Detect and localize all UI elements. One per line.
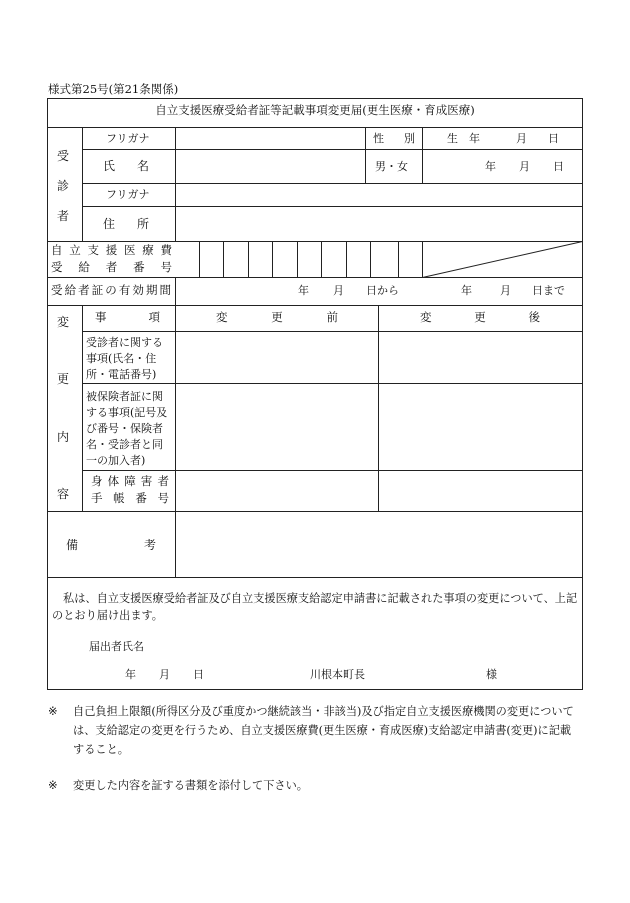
- furigana-input-area[interactable]: [176, 128, 365, 149]
- validity-label: 受 給 者 証 の 有 効 期 間: [51, 283, 171, 297]
- gender-options[interactable]: 男・女: [375, 160, 408, 173]
- birth-day-label-2: 日: [553, 160, 564, 173]
- validity-to-month: 月: [500, 284, 511, 297]
- note-2: 変更した内容を証する書類を添付して下さい。: [73, 779, 308, 792]
- validity-from-year: 年: [298, 284, 309, 297]
- decl-month: 月: [159, 668, 170, 681]
- recipient-number-label-line2: 受 給 者 番 号: [51, 260, 172, 274]
- validity-from-suffix: 日から: [366, 284, 399, 297]
- recipient-number-label-line1: 自 立 支 援 医 療 費: [51, 243, 172, 257]
- furigana-label-2: フリガナ: [106, 188, 150, 201]
- decl-day: 日: [193, 668, 204, 681]
- address-label: 住 所: [103, 217, 149, 231]
- change-after-insurance[interactable]: [379, 384, 582, 470]
- birth-day-label: 日: [548, 132, 559, 145]
- form-title: 自立支援医療受給者証等記載事項変更届(更生医療・育成医療): [155, 103, 475, 117]
- name-input-area[interactable]: [176, 150, 365, 183]
- note-mark-1: ※: [48, 704, 58, 718]
- gender-label: 性 別: [373, 132, 415, 145]
- validity-to-year: 年: [461, 284, 472, 297]
- after-header: 変 更 後: [420, 310, 540, 324]
- validity-to-suffix: 日まで: [532, 284, 565, 297]
- note-mark-2: ※: [48, 778, 58, 792]
- validity-from-month: 月: [333, 284, 344, 297]
- change-after-disability[interactable]: [379, 471, 582, 511]
- mayor-label: 川根本町長: [310, 668, 365, 681]
- declaration-text: 私は、自立支援医療受給者証及び自立支援医療支給認定申請書に記載された事項の変更について、上記のとおり届け出ます。: [52, 592, 578, 623]
- furigana2-input-area[interactable]: [176, 184, 582, 206]
- birth-month-label: 月: [516, 132, 527, 145]
- name-label: 氏 名: [103, 159, 149, 173]
- birth-year-label: 生 年: [447, 132, 480, 145]
- birth-year-label-2: 年: [485, 160, 496, 173]
- change-before-patient[interactable]: [176, 332, 378, 383]
- change-after-patient[interactable]: [379, 332, 582, 383]
- submitter-label: 届出者氏名: [89, 640, 144, 653]
- remarks-label: 備 考: [66, 538, 156, 552]
- form-number: 様式第25号(第21条関係): [48, 82, 179, 96]
- birth-month-label-2: 月: [519, 160, 530, 173]
- remarks-input-area[interactable]: [176, 512, 582, 577]
- change-row-insurance-label: 被保険者証に関する事項(記号及び番号・保険者名・受診者と同一の加入者): [86, 390, 168, 467]
- change-row-patient-label: 受診者に関する事項(氏名・住所・電話番号): [86, 336, 163, 381]
- disability-label-line2: 手 帳 番 号: [91, 491, 169, 505]
- note-1: 自己負担上限額(所得区分及び重度かつ継続該当・非該当)及び指定自立支援医療機関の変更については、支給認定の変更を行うため、自立支援医療費(更生医療・育成医療)支給認定申請書(変更)に記載すること。: [73, 705, 574, 756]
- address-input-area[interactable]: [176, 207, 582, 241]
- change-before-disability[interactable]: [176, 471, 378, 511]
- before-header: 変 更 前: [216, 310, 338, 324]
- decl-year: 年: [125, 668, 136, 681]
- furigana-label: フリガナ: [106, 132, 150, 145]
- item-header: 事 項: [95, 310, 160, 324]
- honorific-sama: 様: [486, 668, 497, 681]
- change-before-insurance[interactable]: [176, 384, 378, 470]
- disability-label-line1: 身 体 障 害 者: [91, 474, 169, 488]
- patient-section-label: 受 診 者: [57, 149, 70, 223]
- changes-section-label: 変 更 内 容: [57, 315, 70, 501]
